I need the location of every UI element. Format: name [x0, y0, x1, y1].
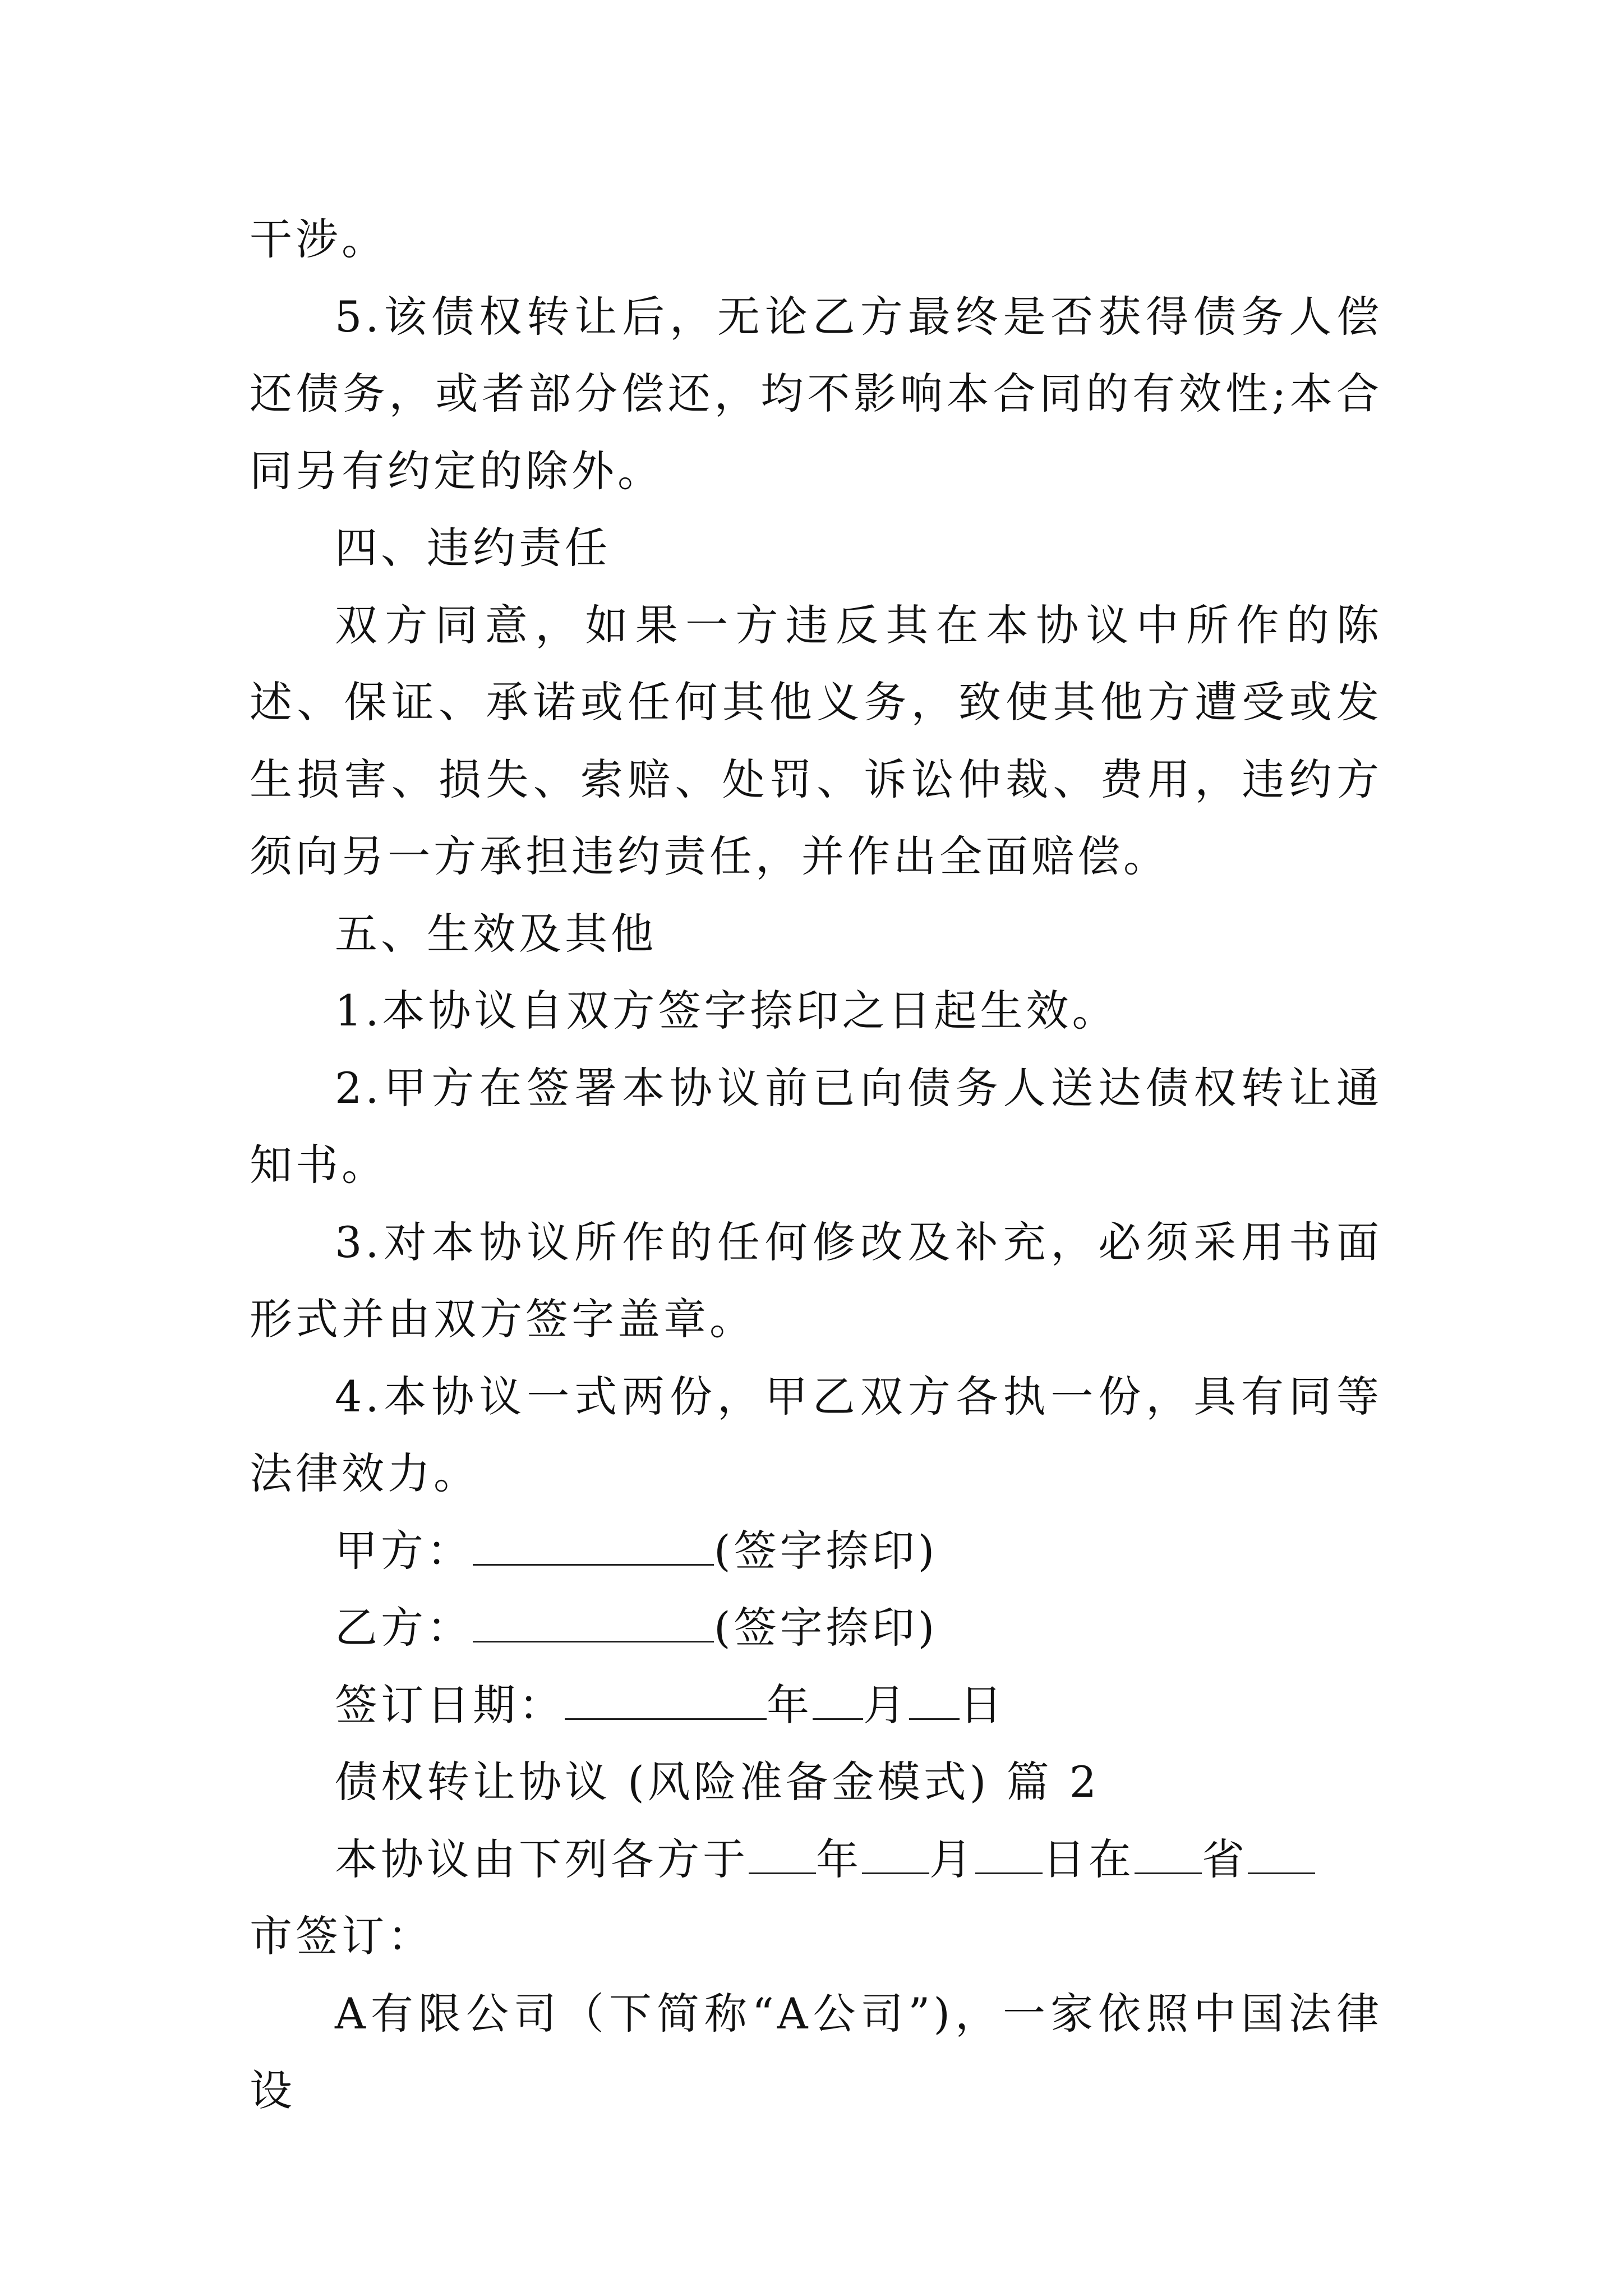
party-b-signature-line	[250, 1589, 1382, 1667]
section-2-intro-line	[250, 1821, 1382, 1898]
effect-clause-4: 4.本协议一式两份，甲乙双方各执一份，具有同等法律效力。	[250, 1371, 1382, 1498]
heading-effectiveness: 五、生效及其他	[335, 908, 657, 959]
party-a-signature-blank	[473, 1530, 714, 1566]
breach-liability-text: 双方同意，如果一方违反其在本协议中所作的陈述、保证、承诺或任何其他义务，致使其他方遭受或发生损害、损失、索赔、处罚、诉讼仲裁、费用，违约方须向另一方承担违约责任，并作出全面赔偿。	[250, 600, 1382, 881]
party-a-label: 甲方：	[335, 1525, 473, 1576]
intro-province-label: 省	[1202, 1834, 1248, 1884]
party-a-note: (签字捺印)	[714, 1525, 938, 1576]
party-b-note: (签字捺印)	[714, 1603, 938, 1653]
day-label: 日	[960, 1680, 1006, 1730]
effect-clause-2: 2.甲方在签署本协议前已向债务人送达债权转让通知书。	[250, 1062, 1382, 1190]
effect-clause-1: 1.本协议自双方签字捺印之日起生效。	[335, 986, 1118, 1036]
intro-month-blank	[862, 1839, 929, 1874]
month-label: 月	[863, 1680, 909, 1730]
section-2-city-signed: 市签订：	[250, 1911, 434, 1961]
date-day-blank	[909, 1685, 960, 1720]
intro-province-blank	[1135, 1839, 1202, 1874]
document-body	[250, 201, 1382, 2129]
clause-5: 5.该债权转让后，无论乙方最终是否获得债务人偿还债务，或者部分偿还，均不影响本合同的有效性;本合同另有约定的除外。	[250, 291, 1382, 496]
heading-breach-liability: 四、违约责任	[335, 523, 611, 573]
section-2-company-line: A有限公司（下简称“A公司”)，一家依照中国法律设	[250, 1988, 1382, 2115]
intro-month-label: 月	[929, 1834, 975, 1884]
intro-prefix: 本协议由下列各方于	[335, 1834, 749, 1884]
intro-year-label: 年	[816, 1834, 862, 1884]
date-label: 签订日期：	[335, 1680, 565, 1730]
date-year-blank	[565, 1685, 767, 1720]
intro-day-label: 日在	[1043, 1834, 1135, 1884]
intro-day-blank	[975, 1839, 1043, 1874]
paragraph-continuation: 干涉。	[250, 214, 388, 264]
party-a-signature-line	[250, 1512, 1382, 1590]
party-b-label: 乙方：	[335, 1603, 473, 1653]
date-month-blank	[813, 1685, 863, 1720]
intro-year-blank	[749, 1839, 816, 1874]
section-2-title: 债权转让协议 (风险准备金模式) 篇 2	[335, 1757, 1100, 1807]
intro-city-blank	[1248, 1839, 1315, 1874]
party-b-signature-blank	[473, 1607, 714, 1642]
effect-clause-3: 3.对本协议所作的任何修改及补充，必须采用书面形式并由双方签字盖章。	[250, 1217, 1382, 1344]
year-label: 年	[767, 1680, 813, 1730]
signing-date-line	[250, 1667, 1382, 1744]
